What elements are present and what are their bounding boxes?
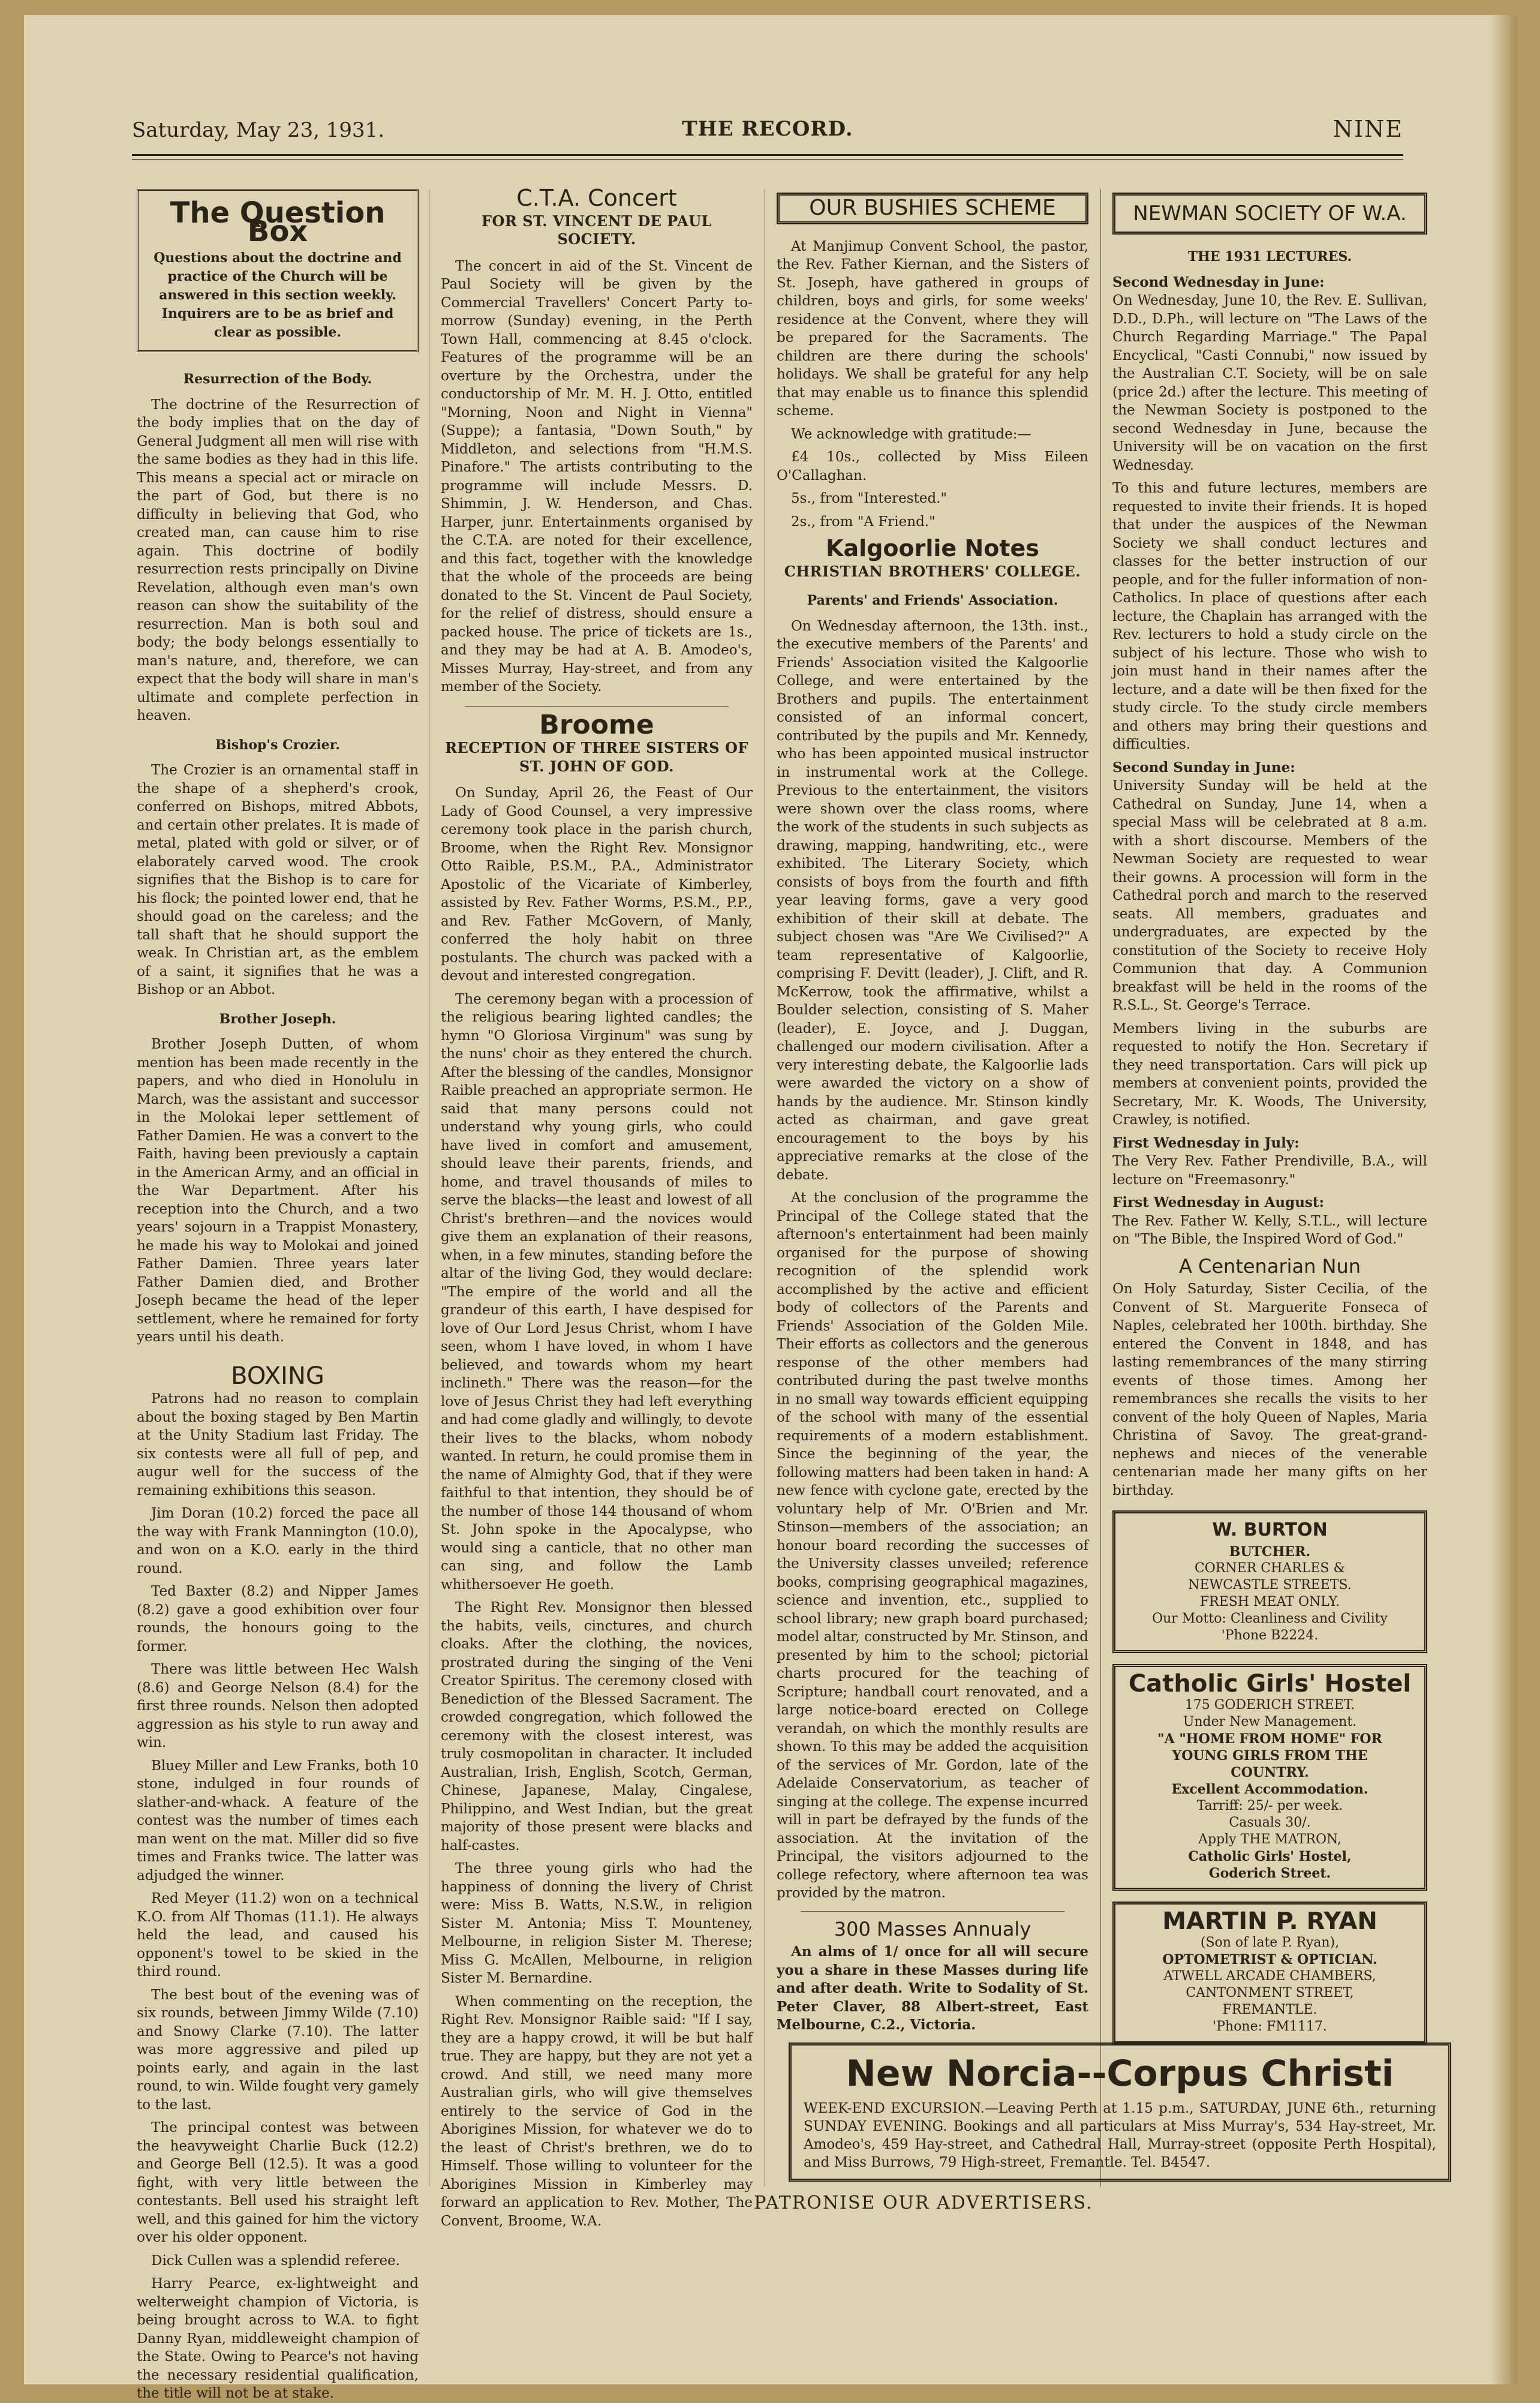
question-heading: Bishop's Crozier. (215, 737, 341, 753)
lecture-text: To this and future lectures, members are requested to invite their friends. It is hoped that under the auspices of the Newman Society we shall conduct lectures and classes for the better instruction of our people, and for the fuller information of non-Catholics. In place of questions after each lecture, the Chaplain has arranged with the Rev. lecturers to hold a study circle on the subject of his lecture. Those who wish to join must hand in their names after the lecture, and a date will be then fixed for the study circle. To the study circle members and others may bring their questions and difficulties. (1112, 480, 1427, 752)
issue-date: Saturday, May 23, 1931. (132, 118, 385, 142)
paragraph: The principal contest was between the heavyweight Charlie Buck (12.2) and George Bell (12.5). It was a good fight, with very little between the contestants. Bell used his straight left well, and this gained for him the victory over his older opponent. (137, 2120, 419, 2245)
page-number: NINE (1333, 116, 1403, 142)
ad-line: Tarriff: 25/- per week. (1196, 1798, 1343, 1813)
question-answer: The doctrine of the Resurrection of the body implies that on the day of General Judgment all men will rise with the same bodies as they had in this life. This means a special act or miracle on the part of God, but there is no difficulty in believing that God, who created man, can cause him to rise again. This doctrine of bodily resurrection rests principally on Divine Revelation, although even man's own reason can show the suitability of the resurrection. Man is both soul and body; the body belongs essentially to man's nature, and, therefore, we can expect that the body will share in man's ultimate and complete perfection in heaven. (137, 397, 419, 723)
boxing-title: BOXING (231, 1362, 324, 1390)
ad-line: NEWCASTLE STREETS. (1188, 1578, 1352, 1593)
bushies-title: OUR BUSHIES SCHEME (777, 193, 1088, 224)
bushies-ack: We acknowledge with gratitude:— (791, 426, 1031, 442)
lecture-text: The Very Rev. Father Prendiville, B.A., will lecture on "Freemasonry." (1112, 1154, 1427, 1188)
paragraph: Red Meyer (11.2) won on a technical K.O. from Alf Thomas (11.1). He always held the lead, and caused his opponent's towel to be skied in the third round. (137, 1891, 419, 1980)
paragraph: Bluey Miller and Lew Franks, both 10 stone, indulged in four rounds of slather-and-whack. A feature of the contest was the number of times each man went on the mat. Miller did so five times and Franks twice. The latter was adjudged the winner. (137, 1758, 419, 1884)
ad-line: 'Phone: FM1117. (1213, 2019, 1327, 2034)
divider (801, 1911, 1064, 1912)
paragraph: The three young girls who had the happiness of donning the livery of Christ were: Miss B. Watts, N.S.W., in religion Sister M. Antonia; Miss T. Mounteney, Melbourne, in religion Sister M. Therese; Miss G. McAllen, Melbourne, in religion Sister M. Bernardine. (441, 1861, 753, 1986)
donation: 2s., from "A Friend." (791, 513, 936, 530)
ad-line: Apply THE MATRON, (1198, 1832, 1342, 1847)
cta-text: The concert in aid of the St. Vincent de Paul Society will be given by the Commercial Travellers' Concert Party to-morrow (Sunday) evening, in the Perth Town Hall, commencing at 8.45 o'clock. Features of the programme will be an overture by the Orchestra, under the conductorship of Mr. M. H. J. Otto, entitled "Morning, Noon and Night in Vienna" (Suppe); a fantasia, "Down South," by Middleton, and selections from "H.M.S. Pinafore." The artists contributing to the programme will include Messrs. D. Shimmin, J. W. Henderson, and Chas. Harper, junr. Entertainments organised by the C.T.A. are noted for their excellence, and this fact, together with the knowledge that the whole of the proceeds are being donated to the St. Vincent de Paul Society, for the relief of distress, should ensure a packed house. The price of tickets are 1s., and they may be had at A. B. Amodeo's, Misses Murray, Hay-street, and from any member of the Society. (441, 258, 753, 695)
newman-title: NEWMAN SOCIETY OF W.A. (1112, 193, 1427, 235)
divider (465, 706, 729, 707)
lecture-text: Members living in the suburbs are requested to notify the Hon. Secretary if they need transportation. Cars will pick up members at convenient points, provided the Secretary, Mr. K. Woods, The University, Crawley, is notified. (1112, 1020, 1427, 1128)
paragraph: At the conclusion of the programme the Principal of the College stated that the afternoon's entertainment had been mainly organised for the purpose of showing recognition of the splendid work accomplished by the active and efficient body of collectors of the Parents and Friends' Association of the Golden Mile. Their efforts as collectors and the generous response of the other members had contributed during the past twelve months in no small way towards efficient equipping of the school with many of the essential requirements of a modern establishment. Since the beginning of the year, the following matters had been taken in hand: A new fence with cyclone gate, erected by the voluntary help of Mr. O'Brien and Mr. Stinson—members of the association; an honour board recording the successes of the University classes unveiled; reference books, comprising geographical magazines, science and invention, etc., supplied to school library; new graph board purchased; model altar, constructed by Mr. Stinson, and presented by him to the school; pictorial charts procured for the teaching of Scripture; handball court renovated, and a large notice-board erected on College verandah, on which the monthly results are shown. To this may be added the acquisition of the services of Mr. Gordon, late of the Adelaide Conservatorium, as teacher of singing at the college. The expense incurred will in part be defrayed by the funds of the association. At the invitation of the Principal, the visitors adjourned to the college refectory, where afternoon tea was provided by the matron. (777, 1190, 1088, 1901)
ad-line: COUNTRY. (1231, 1765, 1309, 1780)
paragraph: On Wednesday afternoon, the 13th. inst., the executive members of the Parents' and Friends' Association visited the Kalgoorlie College, and were entertained by the Brothers and pupils. The entertainment consisted of an informal concert, contributed by the pupils and Mr. Kennedy, who has been appointed musical instructor in instrumental work at the College. Previous to the entertainment, the visitors were shown over the class rooms, where the work of the students in such subjects as drawing, mapping, handwriting, etc., were exhibited. The Literary Society, which consists of boys from the fourth and fifth year leaving forms, gave a very good exhibition of their skill at debate. The subject chosen was "Are We Civilised?" A team representative of Kalgoorlie, comprising F. Devitt (leader), J. Clift, and R. McKerrow, took the affirmative, whilst a Boulder selection, consisting of S. Maher (leader), E. Joyce, and J. Duggan, challenged our modern civilisation. After a very interesting debate, the Kalgoorlie lads were awarded the victory on a show of hands by the audience. Mr. Stinson kindly acted as chairman, and gave great encouragement to the boys by his appreciative remarks at the close of the debate. (777, 618, 1088, 1183)
nun-title: A Centenarian Nun (1178, 1254, 1361, 1278)
ad-line: Our Motto: Cleanliness and Civility (1152, 1611, 1388, 1626)
new-norcia-title: New Norcia--Corpus Christi (846, 2053, 1394, 2095)
donation: £4 10s., collected by Miss Eileen O'Callaghan. (777, 449, 1088, 483)
ad-line: BUTCHER. (1229, 1544, 1311, 1560)
ad-line: FRESH MEAT ONLY. (1199, 1594, 1340, 1609)
broome-title: Broome (539, 709, 654, 740)
lecture-text: On Wednesday, June 10, the Rev. E. Sullivan, D.D., D.Ph., will lecture on "The Laws of the Church Regarding Marriage." The Papal Encyclical, "Casti Connubi," now issued by the Australian C.T. Society, will be on sale (price 2d.) after the lecture. This meeting of the Newman Society is postponed to the second Wednesday in June, because the University will be on vacation on the first Wednesday. (1112, 293, 1427, 473)
ad-line: OPTOMETRIST & OPTICIAN. (1162, 1952, 1377, 1968)
paragraph: When commenting on the reception, the Right Rev. Monsignor Raible said: "If I say, they are a happy crowd, it will be but half true. They are happy, but they are not yet a crowd. And still, we need many more Australian girls, who will give themselves entirely to the service of God in the Aborigines Mission, for whatever we do to the least of Christ's brethren, we do to Himself. Those willing to volunteer for the Aborigines Mission in Kimberley may forward an application to Rev. Mother, The Convent, Broome, W.A. (441, 1993, 753, 2229)
column-2 (441, 185, 753, 2240)
footer-patronise: PATRONISE OUR ADVERTISERS. (754, 2192, 1093, 2213)
column-rule-3 (1100, 189, 1101, 2186)
bushies-text: At Manjimup Convent School, the pastor, the Rev. Father Kiernan, and the Sisters of St. Joseph, have gathered in groups of children, boys and girls, for some weeks' residence at the Convent, where they will be prepared for the Sacraments. The children are there during the schools' holidays. We shall be grateful for any help that may enable us to finance this splendid scheme. (777, 238, 1088, 419)
paragraph: The Right Rev. Monsignor then blessed the habits, veils, cinctures, and church cloaks. After the clothing, the novices, prostrated during the singing of the Veni Creator Spiritus. The ceremony closed with Benediction of the Blessed Sacrament. The crowded congregation, which followed the ceremony with the closest interest, was truly cosmopolitan in character. It included Australian, Irish, English, Scotch, German, Chinese, Japanese, Malay, Cingalese, Philippino, and West Indian, but the great majority of those present were blacks and half-castes. (441, 1600, 753, 1854)
newspaper-page (24, 15, 1517, 2401)
hostel-ad (1112, 1664, 1427, 1891)
ad-line: YOUNG GIRLS FROM THE (1172, 1748, 1368, 1764)
boxing-article (137, 1390, 419, 2403)
ryan-ad (1112, 1902, 1427, 2044)
header-rule (132, 154, 1403, 156)
paragraph: Dick Cullen was a splendid referee. (151, 2252, 400, 2269)
paragraph: There was little between Hec Walsh (8.6) and George Nelson (8.4) for the first three rounds. Nelson then adopted aggression as his style to run away and win. (137, 1662, 419, 1750)
ad-line: Catholic Girls' Hostel, (1188, 1849, 1352, 1864)
paragraph: The best bout of the evening was of six rounds, between Jimmy Wilde (7.10) and Snowy Clarke (7.10). The latter was more aggressive and piled up points early, and again in the last round, to win. Wilde fought very gamely to the last. (137, 1987, 419, 2113)
paragraph: Harry Pearce, ex-lightweight and welterweight champion of Victoria, is being brought across to W.A. to fight Danny Ryan, middleweight champion of the State. Owing to Pearce's not having the necessary residential qualification, the title will not be at stake. (137, 2276, 419, 2401)
ad-name: W. BURTON (1212, 1519, 1328, 1540)
ad-name: MARTIN P. RYAN (1162, 1908, 1377, 1935)
page-header (132, 111, 1403, 147)
question-box-title: The Question Box (170, 196, 386, 248)
column-3 (777, 189, 1088, 2240)
question-answer: Brother Joseph Dutten, of whom mention has been made recently in the papers, and who died in Honolulu in March, was the assistant and successor in the Molokai leper settlement of Father Damien. He was a convert to the Faith, having been previously a captain in the American Army, and an official in the War Department. After his reception into the Church, and a two years' sojourn in a Trappist Monastery, he made his way to Molokai and joined Father Damien. Three years later Father Damien died, and Brother Joseph became the head of the leper settlement, where he remained for forty years until his death. (137, 1037, 419, 1345)
column-4 (1112, 189, 1427, 2240)
masses-title: 300 Masses Annualy (834, 1917, 1031, 1941)
paragraph: The ceremony began with a procession of the religious bearing lighted candles; the hymn "O Gloriosa Virginum" was sung by the nuns' choir as they entered the church. After the blessing of the candles, Monsignor Raible preached an appropriate sermon. He said that many persons could not understand why young girls, who could have lived in comfort and amusement, should leave their parents, friends, and home, and travel thousands of miles to serve the blacks—the least and lowest of all Christ's brethren—and the novices would give them an explanation of their reasons, when, in a few minutes, standing before the altar of the living God, they would declare: "The empire of the world and all the grandeur of this earth, I have despised for love of Our Lord Jesus Christ, whom I have seen, whom I have loved, in whom I have believed, and towards whom my heart inclineth." There was the reason—for the love of Jesus Christ they had left everything and had come gladly and willingly, to devote their lives to the blacks, whom nobody wanted. In return, he could promise them in the name of Almighty God, that if they were faithful to that intention, they should be of the number of those 144 thousand of whom St. John spoke in the Apocalypse, who would sing a canticle, that no other man can sing, and follow the Lamb whithersoever He goeth. (441, 991, 753, 1593)
ad-line: Excellent Accommodation. (1171, 1782, 1368, 1797)
lecture-heading: First Wednesday in July: (1112, 1134, 1300, 1151)
page-spine-shadow (1490, 15, 1517, 2384)
question-box-frame (137, 189, 419, 352)
lecture-heading: Second Wednesday in June: (1112, 274, 1325, 290)
lecture-heading: First Wednesday in August: (1112, 1194, 1324, 1210)
ad-line: CORNER CHARLES & (1194, 1561, 1346, 1576)
new-norcia-text: WEEK-END EXCURSION.—Leaving Perth at 1.15 p.m., SATURDAY, JUNE 6th., returning SUNDAY EVENING. Bookings and all particulars at Miss Murray's, 534 Hay-street, Mr. Amodeo's, 459 Hay-street, and Cathedral Hall, Murray-street (opposite Perth Hospital), and Miss Burrows, 79 High-street, Fremantle. Tel. B4547. (804, 2101, 1436, 2170)
question-answer: The Crozier is an ornamental staff in the shape of a shepherd's crook, conferred on Bishops, mitred Abbots, and certain other prelates. It is made of metal, plated with gold or silver, or of elaborately carved wood. The crook signifies that the Bishop is to care for his flock; the pointed lower end, that he should goad on the careless; and the tall shaft that he should support the weak. In Christian art, as the emblem of a saint, it signifies that he was a Bishop or an Abbot. (137, 762, 419, 998)
cta-title: C.T.A. Concert (516, 185, 677, 211)
paper-name: THE RECORD. (682, 117, 853, 141)
kalgoorlie-subsubtitle: Parents' and Friends' Association. (807, 593, 1058, 608)
header-rule-thin (132, 159, 1403, 160)
cta-subtitle: FOR ST. VINCENT DE PAUL SOCIETY. (481, 212, 712, 248)
burton-ad (1112, 1510, 1427, 1653)
paragraph: On Sunday, April 26, the Feast of Our Lady of Good Counsel, a very impressive ceremony took place in the parish church, Broome, when the Right Rev. Monsignor Otto Raible, P.S.M., P.A., Administrator Apostolic of the Vicariate of Kimberley, assisted by Rev. Father Worms, P.S.M., P.P., and Rev. Father McGovern, of Manly, conferred the holy habit on three postulants. The church was packed with a devout and interested congregation. (441, 785, 753, 984)
ad-line: (Son of late P. Ryan), (1200, 1935, 1340, 1950)
ad-name: Catholic Girls' Hostel (1128, 1670, 1412, 1698)
paragraph: Patrons had no reason to complain about the boxing staged by Ben Martin at the Unity Stadium last Friday. The six contests were all full of pep, and augur well for the success of the remaining exhibitions this season. (137, 1391, 419, 1498)
ad-line: Goderich Street. (1208, 1866, 1331, 1881)
column-1 (137, 189, 419, 2401)
ad-line: CANTONMENT STREET, (1186, 1986, 1354, 2001)
lecture-text: The Rev. Father W. Kelly, S.T.L., will lecture on "The Bible, the Inspired Word of God." (1112, 1213, 1427, 1247)
lectures-title: THE 1931 LECTURES. (1187, 249, 1352, 265)
ad-line: ATWELL ARCADE CHAMBERS, (1163, 1969, 1376, 1984)
nun-text: On Holy Saturday, Sister Cecilia, of the Convent of St. Marguerite Fonseca of Naples, celebrated her 100th. birthday. She entered the Convent in 1848, and has lasting remembrances of the many stirring events of those times. Among her remembrances she recalls the visits to her convent of the holy Queen of Naples, Maria Christina of Savoy. The great-grand-nephews and nieces of the venerable centenarian made her many gifts on her birthday. (1112, 1281, 1427, 1498)
lecture-heading: Second Sunday in June: (1112, 759, 1295, 776)
ad-line: 175 GODERICH STREET. (1184, 1698, 1355, 1713)
paragraph: Jim Doran (10.2) forced the pace all the way with Frank Mannington (10.0), and won on a K.O. early in the third round. (137, 1506, 419, 1576)
donation: 5s., from "Interested." (791, 491, 948, 506)
ad-line: 'Phone B2224. (1221, 1628, 1319, 1643)
kalgoorlie-subtitle: CHRISTIAN BROTHERS' COLLEGE. (784, 562, 1081, 580)
new-norcia-ad (789, 2042, 1451, 2182)
question-heading: Resurrection of the Body. (183, 371, 372, 387)
question-box-intro: Questions about the doctrine and practice of the Church will be answered in this section weekly. Inquirers are to be as brief and clear as possible. (154, 250, 402, 340)
paragraph: Ted Baxter (8.2) and Nipper James (8.2) gave a good exhibition over four rounds, the honours going to the former. (137, 1584, 419, 1654)
ad-line: Casuals 30/. (1229, 1815, 1311, 1830)
lecture-text: University Sunday will be held at the Cathedral on Sunday, June 14, when a special Mass will be celebrated at 8 a.m. with a short discourse. Members of the Newman Society are requested to wear their gowns. A procession will form in the Cathedral porch and march to the reserved seats. All members, graduates and undergraduates, are expected by the constitution of the Society to receive Holy Communion that day. A Communion breakfast will be held in the rooms of the R.S.L., St. George's Terrace. (1112, 778, 1427, 1013)
masses-text: An alms of 1/ once for all will secure you a share in these Masses during life and after death. Write to Sodality of St. Peter Claver, 88 Albert-street, East Melbourne, C.2., Victoria. (777, 1944, 1088, 2033)
ad-line: "A "HOME FROM HOME" FOR (1157, 1731, 1382, 1747)
ad-line: FREMANTLE. (1222, 2002, 1318, 2017)
question-heading: Brother Joseph. (219, 1011, 336, 1027)
ad-line: Under New Management. (1183, 1714, 1357, 1729)
broome-subtitle: RECEPTION OF THREE SISTERS OF ST. JOHN OF GOD. (445, 739, 748, 775)
kalgoorlie-title: Kalgoorlie Notes (826, 535, 1039, 561)
